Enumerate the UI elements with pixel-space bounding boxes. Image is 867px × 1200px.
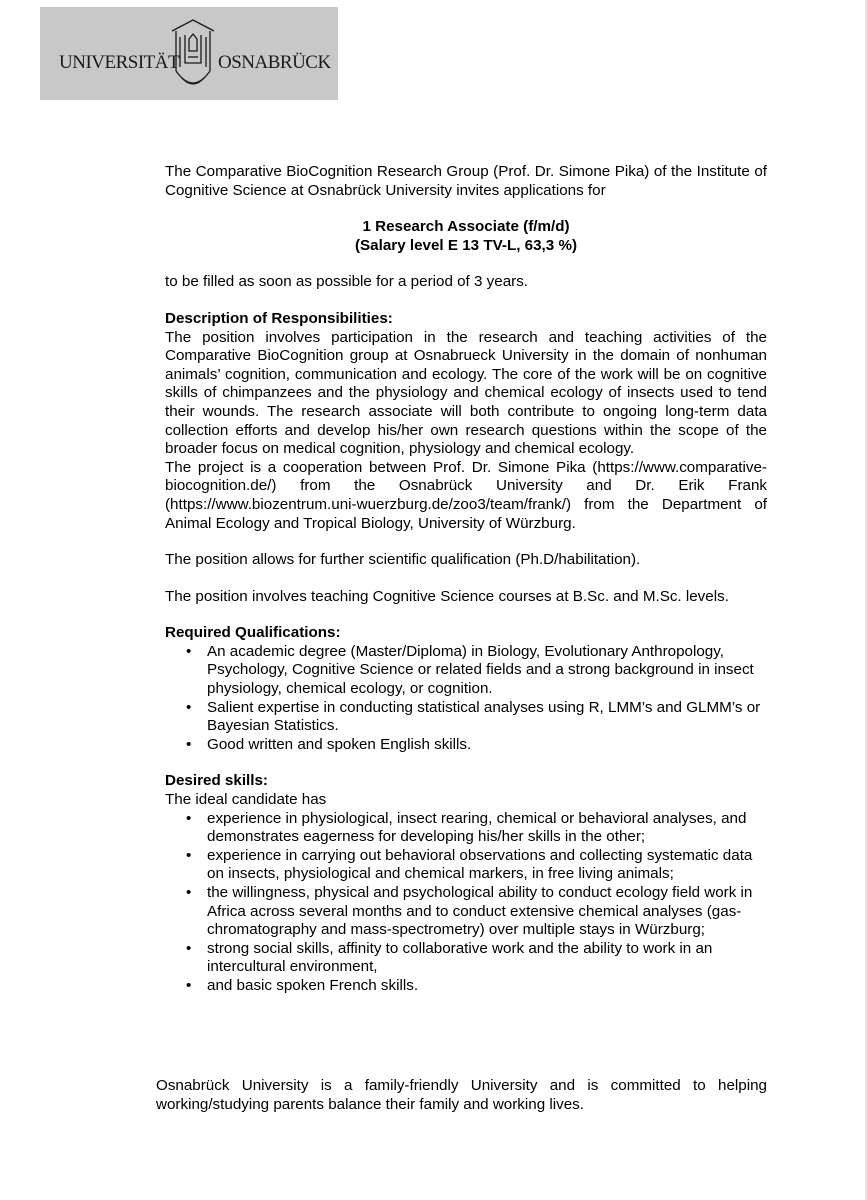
list-item: • An academic degree (Master/Diploma) in Biology, Evolutionary Anthropology, Psychology, Cognitive Science or related fields and a strong background in insect physiology, chemical ecology, or cognition.	[207, 643, 767, 699]
list-item: • Salient expertise in conducting statistical analyses using R, LMM’s and GLMM’s or Bayesian Statistics.	[207, 699, 767, 736]
list-item: • Good written and spoken English skills.	[207, 736, 767, 755]
list-item: • experience in physiological, insect rearing, chemical or behavioral analyses, and demonstrates eagerness for developing his/her skills in the other;	[207, 810, 767, 847]
position-salary: (Salary level E 13 TV-L, 63,3 %)	[354, 236, 578, 254]
desired-list	[165, 810, 767, 996]
desired-lead: The ideal candidate has	[165, 791, 327, 809]
qualification-note: The position allows for further scientific qualification (Ph.D/habilitation).	[165, 551, 641, 569]
responsibilities-text: The position involves participation in the research and teaching activities of the Comparative BioCognition group at Osnabrueck University in the domain of nonhuman animals’ cognition, communication and ecology. The core of the work will be on cognitive skills of chimpanzees and the physiology and chemical ecology of insects used to tend their wounds. The research associate will both contribute to ongoing long-term data collection efforts and develop his/her own research questions within the scope of the broader focus on medical cognition, physiology and chemical ecology.	[165, 328, 767, 458]
list-item: • strong social skills, affinity to collaborative work and the ability to work in an intercultural environment,	[207, 940, 767, 977]
project-text: The project is a cooperation between Prof. Dr. Simone Pika (https://www.comparative-biocognition.de/) from the Osnabrück University and Dr. Erik Frank (https://www.biozentrum.uni-wuerzburg.de/zoo3/team/frank/) from the Department of Animal Ecology and Tropical Biology, University of Würzburg.	[165, 458, 767, 532]
family-friendly-statement: Osnabrück University is a family-friendly University and is committed to helping working/studying parents balance their family and working lives.	[156, 1077, 767, 1113]
responsibilities-heading: Description of Responsibilities:	[165, 309, 393, 327]
university-logo	[40, 7, 338, 100]
logo-text-left: UNIVERSITÄT	[59, 52, 180, 73]
period-text: to be filled as soon as possible for a period of 3 years.	[165, 273, 529, 291]
intro-paragraph: The Comparative BioCognition Research Group (Prof. Dr. Simone Pika) of the Institute of Cognitive Science at Osnabrück University invites applications for	[165, 163, 767, 199]
list-item: • the willingness, physical and psychological ability to conduct ecology field work in Africa across several months and to conduct extensive chemical analyses (gas-chromatography and mass-spectrometry) over multiple stays in Würzburg;	[207, 884, 767, 940]
position-title: 1 Research Associate (f/m/d)	[362, 218, 570, 236]
required-list	[165, 643, 767, 755]
logo-text-right: OSNABRÜCK	[218, 52, 331, 73]
university-seal-icon	[170, 17, 216, 93]
teaching-note: The position involves teaching Cognitive Science courses at B.Sc. and M.Sc. levels.	[165, 587, 729, 605]
list-item: • and basic spoken French skills.	[207, 977, 767, 996]
desired-heading: Desired skills:	[165, 772, 268, 790]
job-posting-body	[165, 163, 767, 996]
required-heading: Required Qualifications:	[165, 624, 341, 642]
list-item: • experience in carrying out behavioral observations and collecting systematic data on insects, physiological and chemical markers, in free living animals;	[207, 847, 767, 884]
